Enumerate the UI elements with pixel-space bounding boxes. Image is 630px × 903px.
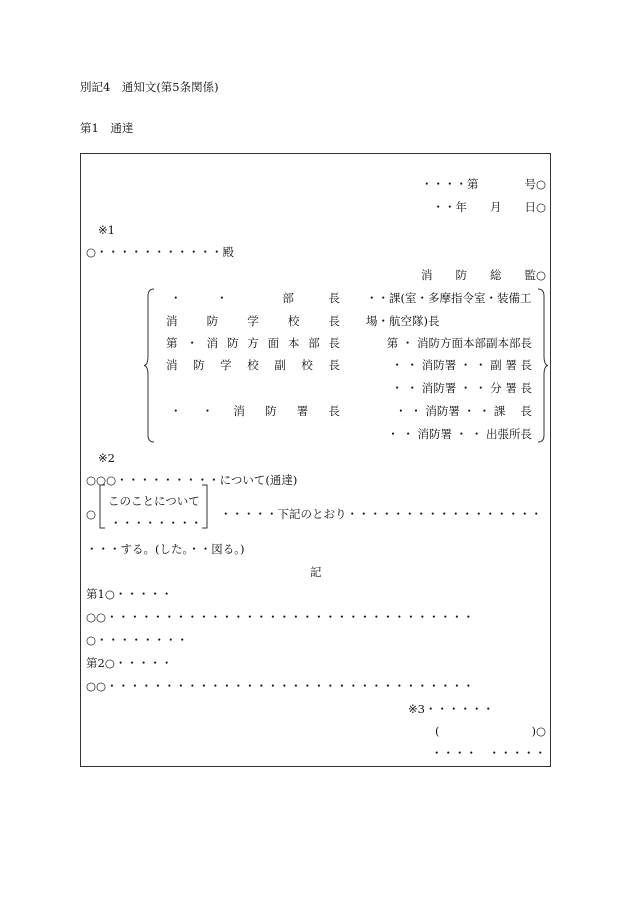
note-1: ※1 — [98, 223, 115, 237]
title-left-4: 消 防 学 校 副 校 長 — [166, 358, 340, 372]
title-right-2: 場・航空隊)長 — [366, 314, 440, 328]
note-2: ※2 — [98, 451, 115, 465]
item-2-a: ○○・・・・・・・・・・・・・・・・・・・・・・・・・・・・・・・・ — [86, 679, 475, 693]
title-left-2: 消 防 学 校 長 — [166, 314, 340, 328]
option-a: このことについて — [108, 494, 200, 508]
note-3: ※3・・・・・・ — [408, 702, 494, 716]
item-1-b: ○・・・・・・・・ — [86, 633, 189, 647]
title-right-4: ・ ・ 消防署 ・ ・ 副 署 長 — [391, 358, 532, 372]
item-2: 第2○・・・・・ — [86, 656, 173, 670]
subject-line: ○○○・・・・・・・・・について(通達) — [86, 473, 298, 487]
right-brace — [537, 288, 549, 443]
body-end: ・・・する。(した。・・図る。) — [86, 542, 245, 556]
date-line: ・・年 月 日○ — [432, 200, 546, 214]
left-brace — [143, 288, 155, 443]
contact-line: ( )○ — [434, 724, 546, 738]
title-right-5: ・ ・ 消防署 ・ ・ 分 署 長 — [391, 381, 532, 395]
body-continuation: ・・・・・下記のとおり・・・・・・・・・・・・・・・・・ — [220, 507, 542, 521]
sender: 消 防 総 監○ — [420, 268, 546, 282]
title-right-3: 第 ・ 消防方面本部副本部長 — [386, 336, 532, 350]
option-b: ・・・・・・・・ — [110, 516, 202, 530]
title-left-6: ・ ・ 消 防 署 長 — [170, 404, 340, 418]
item-1-a: ○○・・・・・・・・・・・・・・・・・・・・・・・・・・・・・・・・ — [86, 610, 475, 624]
title-right-1: ・・課(室・多摩指令室・装備工 — [366, 291, 532, 305]
document-heading: 別記4 通知文(第5条関係) — [80, 80, 219, 94]
number-line: ・・・・第 号○ — [420, 177, 546, 191]
title-left-1: ・ ・ 部 長 — [170, 291, 340, 305]
title-left-3: 第 ・ 消 防 方 面 本 部 長 — [166, 336, 340, 350]
body-circle: ○ — [86, 507, 97, 521]
contact-line-2: ・・・・ ・・・・・ — [431, 746, 546, 760]
section-title: 第1 通達 — [80, 121, 134, 135]
title-right-7: ・ ・ 消防署 ・ ・ 出張所長 — [387, 427, 532, 441]
title-right-6: ・ ・ 消防署 ・ ・ 課 長 — [395, 404, 532, 418]
ki-heading: 記 — [310, 565, 322, 579]
item-1: 第1○・・・・・ — [86, 587, 173, 601]
addressee: ○・・・・・・・・・・・殿 — [86, 245, 235, 259]
